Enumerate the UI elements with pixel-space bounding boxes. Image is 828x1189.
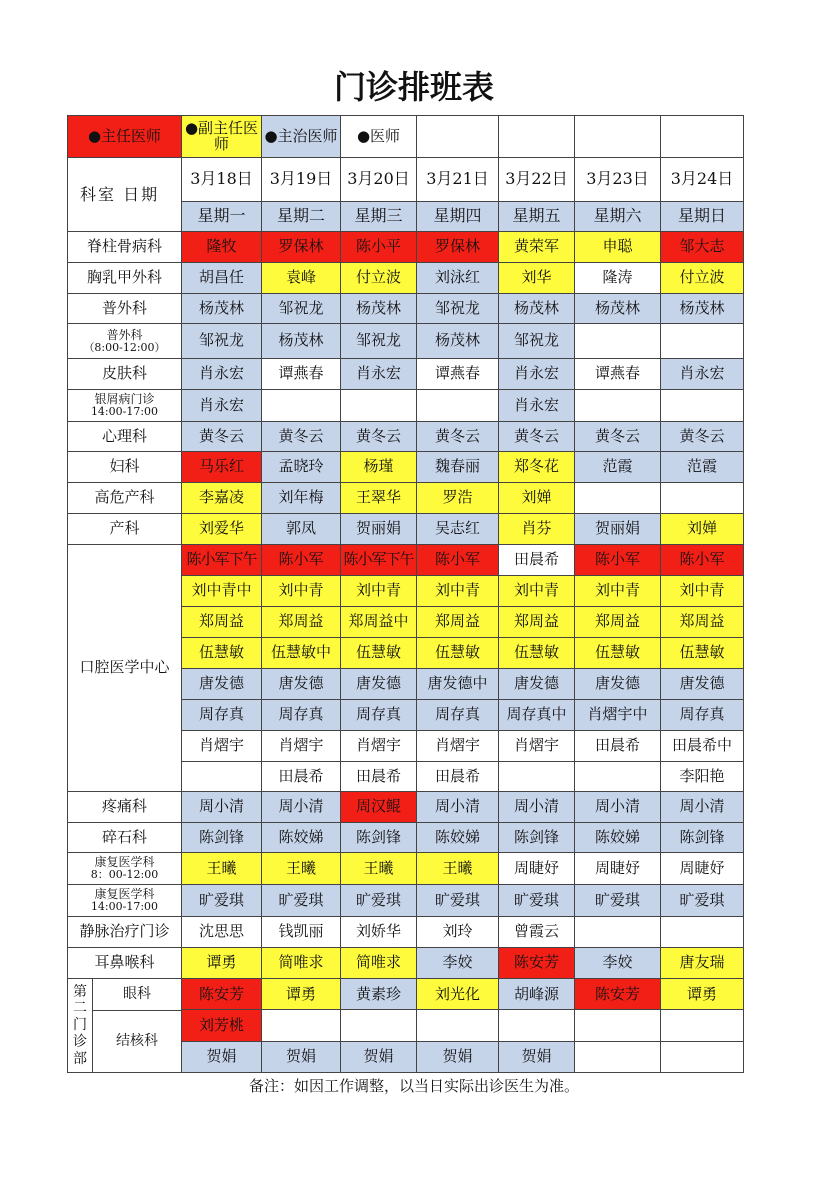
group-label	[68, 979, 93, 1072]
schedule-cell: 刘中青	[575, 576, 661, 607]
department-label	[68, 422, 182, 452]
department-row	[68, 948, 744, 979]
schedule-cell: 王曦	[341, 853, 417, 885]
department-row	[68, 885, 744, 917]
schedule-cell: 肖永宏	[499, 390, 575, 422]
schedule-cell: 田晨希	[341, 762, 417, 792]
schedule-cell: 肖熠宇	[262, 731, 341, 762]
date-header: 3月20日	[341, 158, 417, 202]
department-name: 脊柱骨病科	[86, 237, 162, 256]
schedule-cell: 肖芬	[499, 514, 575, 545]
schedule-cell: 马乐红	[182, 452, 262, 483]
schedule-cell: 申聪	[575, 232, 661, 263]
schedule-cell: 郑周益中	[341, 607, 417, 638]
schedule-cell: 周存真	[661, 700, 744, 731]
schedule-cell: 郑周益	[262, 607, 341, 638]
schedule-cell: 杨茂林	[417, 324, 499, 359]
department-label	[68, 545, 182, 792]
schedule-cell: 魏春丽	[417, 452, 499, 483]
schedule-cell: 陈小军	[575, 545, 661, 576]
schedule-cell: 黄冬云	[661, 422, 744, 452]
schedule-cell: 贺丽娟	[341, 514, 417, 545]
schedule-cell: 邹祝龙	[499, 324, 575, 359]
weekday-header: 星期日	[661, 202, 744, 232]
schedule-cell: 旷爱琪	[262, 885, 341, 917]
department-hours: 14:00-17:00	[90, 405, 159, 419]
department-name: 康复医学科	[94, 887, 155, 902]
schedule-cell: 沈思思	[182, 917, 262, 948]
second-dept-inner	[68, 979, 181, 1072]
schedule-cell	[341, 1010, 417, 1041]
schedule-cell: 邹祝龙	[417, 294, 499, 324]
department-name: 心理科	[101, 426, 147, 445]
schedule-cell: 邹祝龙	[182, 324, 262, 359]
schedule-cell: 罗浩	[417, 483, 499, 514]
schedule-cell: 孟晓玲	[262, 452, 341, 483]
schedule-cell: 刘中青中	[182, 576, 262, 607]
legend-row	[68, 116, 744, 158]
department-row	[68, 483, 744, 514]
department-label	[68, 823, 182, 853]
schedule-cell: 刘中青	[341, 576, 417, 607]
schedule-cell: 曾霞云	[499, 917, 575, 948]
schedule-cell: 邹祝龙	[341, 324, 417, 359]
department-name: 高危产科	[94, 488, 155, 507]
schedule-cell: 郑周益	[499, 607, 575, 638]
schedule-cell: 唐发德中	[417, 669, 499, 700]
schedule-cell: 肖熠宇	[341, 731, 417, 762]
schedule-cell: 隆牧	[182, 232, 262, 263]
schedule-cell: 李嘉凌	[182, 483, 262, 514]
department-row	[68, 294, 744, 324]
schedule-cell: 钱凯丽	[262, 917, 341, 948]
schedule-cell: 旷爱琪	[575, 885, 661, 917]
department-label	[68, 948, 182, 979]
schedule-cell: 黄冬云	[575, 422, 661, 452]
schedule-cell: 范霞	[661, 452, 744, 483]
page-title: 门诊排班表	[333, 68, 494, 106]
schedule-cell: 邹祝龙	[262, 294, 341, 324]
department-name: 静脉治疗门诊	[79, 922, 170, 941]
department-label	[68, 263, 182, 294]
schedule-cell: 陈剑锋	[182, 823, 262, 853]
schedule-cell: 王曦	[262, 853, 341, 885]
schedule-cell: 刘中青	[661, 576, 744, 607]
schedule-cell: 郑周益	[182, 607, 262, 638]
schedule-cell: 郭凤	[262, 514, 341, 545]
department-label	[68, 483, 182, 514]
department-label	[93, 1010, 182, 1072]
department-row	[68, 452, 744, 483]
schedule-cell: 王曦	[182, 853, 262, 885]
schedule-cell: 周存真	[182, 700, 262, 731]
schedule-cell: 周小清	[262, 792, 341, 823]
schedule-cell: 唐友瑞	[661, 948, 744, 979]
schedule-cell: 刘年梅	[262, 483, 341, 514]
schedule-cell: 谭燕春	[262, 359, 341, 390]
department-name: 碎石科	[101, 827, 147, 846]
weekday-header: 星期一	[182, 202, 262, 232]
department-name: 耳鼻喉科	[94, 953, 155, 972]
schedule-cell: 周小清	[417, 792, 499, 823]
department-label	[93, 979, 182, 1010]
schedule-cell: 李姣	[417, 948, 499, 979]
date-header: 3月21日	[417, 158, 499, 202]
schedule-cell: 旷爱琪	[661, 885, 744, 917]
department-row	[68, 514, 744, 545]
schedule-cell: 肖熠宇	[417, 731, 499, 762]
schedule-cell: 王翠华	[341, 483, 417, 514]
department-row	[68, 917, 744, 948]
legend-physician: ●医师	[341, 116, 417, 158]
schedule-cell: 肖永宏	[499, 359, 575, 390]
department-name: 口腔医学中心	[79, 658, 170, 677]
empty-cell	[499, 116, 575, 158]
schedule-cell: 唐发德	[661, 669, 744, 700]
second-dept-header	[68, 979, 182, 1073]
department-row	[68, 823, 744, 853]
schedule-cell: 谭勇	[182, 948, 262, 979]
department-hours: （8:00-12:00）	[83, 340, 166, 354]
schedule-cell: 罗保林	[262, 232, 341, 263]
weekday-header: 星期四	[417, 202, 499, 232]
schedule-cell	[575, 390, 661, 422]
schedule-cell: 谭燕春	[417, 359, 499, 390]
schedule-cell: 李阳艳	[661, 762, 744, 792]
schedule-cell: 郑周益	[575, 607, 661, 638]
schedule-cell: 刘华	[499, 263, 575, 294]
schedule-cell: 胡昌任	[182, 263, 262, 294]
schedule-cell: 杨茂林	[182, 294, 262, 324]
schedule-cell	[417, 1010, 499, 1041]
department-row	[68, 324, 744, 359]
schedule-cell: 陈安芳	[575, 979, 661, 1010]
department-name: 皮肤科	[101, 364, 147, 383]
schedule-cell: 简唯求	[341, 948, 417, 979]
schedule-cell: 肖熠宇中	[575, 700, 661, 731]
schedule-cell: 黄冬云	[182, 422, 262, 452]
schedule-cell: 陈姣娣	[262, 823, 341, 853]
schedule-cell: 刘婵	[499, 483, 575, 514]
schedule-table	[67, 115, 744, 1073]
department-row	[68, 232, 744, 263]
schedule-cell: 刘芳桃	[182, 1010, 262, 1041]
schedule-cell	[575, 1010, 661, 1041]
schedule-cell: 周小清	[661, 792, 744, 823]
schedule-cell: 伍慧敏	[575, 638, 661, 669]
schedule-cell: 李姣	[575, 948, 661, 979]
schedule-cell: 肖熠宇	[499, 731, 575, 762]
department-label	[68, 390, 182, 422]
empty-cell	[661, 116, 744, 158]
schedule-cell: 陈小军	[661, 545, 744, 576]
schedule-cell	[575, 917, 661, 948]
schedule-cell	[262, 1010, 341, 1041]
department-label	[68, 232, 182, 263]
date-header: 3月24日	[661, 158, 744, 202]
schedule-cell: 唐发德	[262, 669, 341, 700]
schedule-cell: 黄冬云	[499, 422, 575, 452]
schedule-cell: 旷爱琪	[499, 885, 575, 917]
department-name: 妇科	[109, 457, 140, 476]
schedule-cell: 陈剑锋	[661, 823, 744, 853]
department-label	[68, 885, 182, 917]
schedule-cell: 谭勇	[661, 979, 744, 1010]
weekday-header: 星期五	[499, 202, 575, 232]
department-row	[68, 792, 744, 823]
corner-label: 科室 日期	[80, 185, 160, 204]
schedule-cell: 黄荣军	[499, 232, 575, 263]
department-name: 银屑病门诊	[94, 392, 155, 407]
legend-attending: ●主治医师	[262, 116, 341, 158]
schedule-cell: 贺娟	[417, 1041, 499, 1072]
schedule-cell: 杨茂林	[341, 294, 417, 324]
schedule-cell: 隆涛	[575, 263, 661, 294]
department-name: 胸乳甲外科	[86, 268, 162, 287]
department-label	[68, 853, 182, 885]
corner-header	[68, 158, 182, 232]
schedule-cell: 陈姣娣	[417, 823, 499, 853]
schedule-cell: 罗保林	[417, 232, 499, 263]
empty-cell	[575, 116, 661, 158]
schedule-cell: 谭燕春	[575, 359, 661, 390]
schedule-cell: 刘中青	[262, 576, 341, 607]
schedule-cell: 周存真	[341, 700, 417, 731]
footnote: 备注：如因工作调整，以当日实际出诊医生为准。	[248, 1077, 579, 1095]
schedule-cell: 黄冬云	[341, 422, 417, 452]
schedule-cell: 周睫妤	[499, 853, 575, 885]
schedule-cell: 唐发德	[575, 669, 661, 700]
schedule-cell: 伍慧敏	[661, 638, 744, 669]
department-row	[68, 263, 744, 294]
schedule-cell: 陈小军下午	[182, 545, 262, 576]
date-header: 3月22日	[499, 158, 575, 202]
legend-associate: ●副主任医师	[182, 116, 262, 158]
schedule-cell: 贺娟	[262, 1041, 341, 1072]
schedule-cell: 贺娟	[182, 1041, 262, 1072]
schedule-cell: 旷爱琪	[341, 885, 417, 917]
schedule-cell: 陈小军下午	[341, 545, 417, 576]
department-name: 普外科	[101, 298, 147, 317]
schedule-cell: 陈剑锋	[499, 823, 575, 853]
schedule-cell: 胡峰源	[499, 979, 575, 1010]
department-label	[68, 514, 182, 545]
schedule-cell: 郑周益	[417, 607, 499, 638]
department-label	[68, 359, 182, 390]
schedule-cell: 杨茂林	[262, 324, 341, 359]
schedule-cell: 肖永宏	[182, 390, 262, 422]
schedule-cell: 刘光化	[417, 979, 499, 1010]
department-label	[68, 792, 182, 823]
department-hours: 14:00-17:00	[90, 900, 159, 914]
schedule-cell: 刘婵	[661, 514, 744, 545]
schedule-cell	[661, 1010, 744, 1041]
department-row	[68, 390, 744, 422]
date-row	[68, 158, 744, 202]
legend-chief: ●主任医师	[68, 116, 182, 158]
schedule-cell: 伍慧敏中	[262, 638, 341, 669]
schedule-cell: 肖熠宇	[182, 731, 262, 762]
department-name: 疼痛科	[101, 797, 147, 816]
schedule-cell: 黄素珍	[341, 979, 417, 1010]
schedule-cell: 唐发德	[341, 669, 417, 700]
schedule-cell: 伍慧敏	[341, 638, 417, 669]
empty-cell	[417, 116, 499, 158]
department-name: 普外科	[106, 327, 143, 342]
department-row	[68, 853, 744, 885]
group-name: 第二门诊部	[73, 983, 87, 1067]
dental-row	[68, 545, 744, 576]
department-name: 眼科	[123, 986, 151, 1003]
schedule-cell: 贺丽娟	[575, 514, 661, 545]
schedule-cell: 周存真	[417, 700, 499, 731]
schedule-cell: 周睫妤	[575, 853, 661, 885]
schedule-cell: 肖永宏	[341, 359, 417, 390]
schedule-cell	[661, 324, 744, 359]
schedule-cell: 周存真	[262, 700, 341, 731]
schedule-cell: 陈安芳	[499, 948, 575, 979]
schedule-cell: 肖永宏	[661, 359, 744, 390]
weekday-header: 星期六	[575, 202, 661, 232]
schedule-cell: 郑周益	[661, 607, 744, 638]
schedule-cell: 杨瑾	[341, 452, 417, 483]
schedule-cell: 王曦	[417, 853, 499, 885]
schedule-cell: 刘爱华	[182, 514, 262, 545]
schedule-cell: 伍慧敏	[417, 638, 499, 669]
schedule-cell: 黄冬云	[262, 422, 341, 452]
department-label	[68, 324, 182, 359]
schedule-cell: 唐发德	[499, 669, 575, 700]
schedule-cell: 杨茂林	[499, 294, 575, 324]
schedule-cell: 袁峰	[262, 263, 341, 294]
schedule-cell: 黄冬云	[417, 422, 499, 452]
schedule-cell	[661, 917, 744, 948]
schedule-cell: 田晨希	[417, 762, 499, 792]
schedule-cell: 付立波	[661, 263, 744, 294]
date-header: 3月19日	[262, 158, 341, 202]
schedule-cell: 杨茂林	[575, 294, 661, 324]
schedule-cell	[575, 1041, 661, 1072]
schedule-cell: 田晨希	[499, 545, 575, 576]
schedule-cell	[262, 390, 341, 422]
schedule-cell: 范霞	[575, 452, 661, 483]
schedule-cell: 周小清	[575, 792, 661, 823]
schedule-cell: 周汉鲲	[341, 792, 417, 823]
schedule-cell: 陈剑锋	[341, 823, 417, 853]
schedule-cell	[341, 390, 417, 422]
schedule-cell: 贺娟	[499, 1041, 575, 1072]
schedule-cell: 田晨希	[575, 731, 661, 762]
schedule-cell: 贺娟	[341, 1041, 417, 1072]
schedule-cell: 陈姣娣	[575, 823, 661, 853]
schedule-cell: 刘娇华	[341, 917, 417, 948]
schedule-cell: 周小清	[499, 792, 575, 823]
department-row	[68, 359, 744, 390]
department-name: 产科	[109, 519, 140, 538]
department-row	[68, 422, 744, 452]
schedule-cell	[661, 483, 744, 514]
schedule-cell	[575, 483, 661, 514]
schedule-cell: 旷爱琪	[417, 885, 499, 917]
schedule-cell: 郑冬花	[499, 452, 575, 483]
schedule-cell: 刘玲	[417, 917, 499, 948]
department-label	[68, 294, 182, 324]
schedule-cell: 谭勇	[262, 979, 341, 1010]
schedule-cell: 肖永宏	[182, 359, 262, 390]
department-label	[68, 917, 182, 948]
date-header: 3月18日	[182, 158, 262, 202]
date-header: 3月23日	[575, 158, 661, 202]
schedule-cell: 陈小平	[341, 232, 417, 263]
schedule-cell: 旷爱琪	[182, 885, 262, 917]
schedule-cell	[417, 390, 499, 422]
schedule-cell	[575, 762, 661, 792]
schedule-cell: 简唯求	[262, 948, 341, 979]
schedule-cell: 刘中青	[499, 576, 575, 607]
schedule-cell: 陈小军	[417, 545, 499, 576]
schedule-cell	[575, 324, 661, 359]
schedule-cell: 周睫妤	[661, 853, 744, 885]
schedule-cell: 吴志红	[417, 514, 499, 545]
department-row	[68, 979, 744, 1010]
department-label	[68, 452, 182, 483]
schedule-cell: 田晨希中	[661, 731, 744, 762]
schedule-cell: 唐发德	[182, 669, 262, 700]
schedule-cell: 邹大志	[661, 232, 744, 263]
schedule-cell	[499, 762, 575, 792]
schedule-cell	[661, 390, 744, 422]
schedule-cell: 陈小军	[262, 545, 341, 576]
weekday-header: 星期二	[262, 202, 341, 232]
schedule-cell: 周存真中	[499, 700, 575, 731]
department-name: 结核科	[116, 1033, 158, 1050]
department-name: 康复医学科	[94, 855, 155, 870]
schedule-cell: 刘中青	[417, 576, 499, 607]
schedule-cell: 陈安芳	[182, 979, 262, 1010]
schedule-cell: 刘泳红	[417, 263, 499, 294]
schedule-cell: 田晨希	[262, 762, 341, 792]
schedule-cell: 付立波	[341, 263, 417, 294]
department-hours: 8：00-12:00	[90, 868, 159, 882]
schedule-cell: 伍慧敏	[182, 638, 262, 669]
schedule-cell: 周小清	[182, 792, 262, 823]
weekday-header: 星期三	[341, 202, 417, 232]
schedule-cell: 伍慧敏	[499, 638, 575, 669]
schedule-cell	[182, 762, 262, 792]
schedule-cell	[661, 1041, 744, 1072]
schedule-cell: 杨茂林	[661, 294, 744, 324]
schedule-cell	[499, 1010, 575, 1041]
